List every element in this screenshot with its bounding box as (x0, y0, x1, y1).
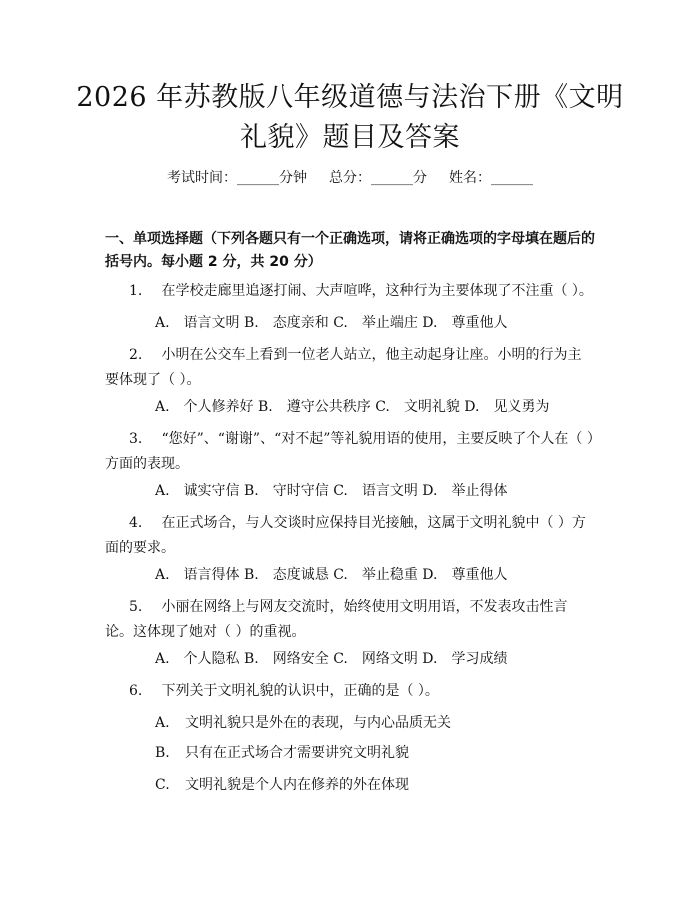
question-text: 在正式场合，与人交谈时应保持目光接触，这属于文明礼貌中（ ）方面的要求。 (105, 515, 586, 556)
option-text: 只有在正式场合才需要讲究文明礼貌 (185, 745, 409, 761)
question-number: 2. (129, 347, 143, 363)
total-score-field: 总分：______分 (329, 170, 427, 186)
question-2 (105, 343, 595, 393)
question-6-option-c (155, 775, 595, 795)
name-field: 姓名：______ (449, 170, 533, 186)
question-text: 小丽在网络上与网友交流时，始终使用文明用语，不发表攻击性言论。这体现了她对（ ）的重视。 (105, 599, 568, 640)
title-line-2: 礼貌》题目及答案 (240, 122, 460, 153)
option-letter: A. (155, 715, 170, 731)
question-1 (105, 279, 595, 304)
question-4 (105, 511, 595, 561)
question-6 (105, 679, 595, 704)
question-5 (105, 595, 595, 645)
exam-time-field: 考试时间：______分钟 (167, 170, 307, 186)
question-number: 4. (129, 515, 143, 531)
question-2-options: A. 个人修养好 B. 遵守公共秩序 C. 文明礼貌 D. 见义勇为 (155, 399, 550, 415)
title-line-1: 2026 年苏教版八年级道德与法治下册《文明 (76, 82, 624, 113)
question-text: 在学校走廊里追逐打闹、大声喧哗，这种行为主要体现了不注重（ ）。 (161, 283, 593, 299)
question-6-option-b (155, 743, 595, 763)
question-number: 1. (129, 283, 143, 299)
question-6-option-a (155, 713, 595, 733)
question-text: 小明在公交车上看到一位老人站立，他主动起身让座。小明的行为主要体现了（ ）。 (105, 347, 582, 388)
option-letter: B. (155, 745, 170, 761)
option-text: 文明礼貌只是外在的表现，与内心品质无关 (185, 715, 451, 731)
question-3-options: A. 诚实守信 B. 守时守信 C. 语言文明 D. 举止得体 (155, 483, 508, 499)
question-1-options: A. 语言文明 B. 态度亲和 C. 举止端庄 D. 尊重他人 (155, 315, 508, 331)
question-number: 6. (129, 683, 143, 699)
question-text: 下列关于文明礼貌的认识中，正确的是（ ）。 (161, 683, 439, 699)
question-3 (105, 427, 595, 477)
section-heading-single-choice: 一、单项选择题（下列各题只有一个正确选项，请将正确选项的字母填在题后的括号内。每小题 2 分，共 20 分） (105, 231, 595, 270)
option-text: 文明礼貌是个人内在修养的外在体现 (185, 777, 409, 793)
question-4-options: A. 语言得体 B. 态度诚恳 C. 举止稳重 D. 尊重他人 (155, 567, 508, 583)
question-5-options: A. 个人隐私 B. 网络安全 C. 网络文明 D. 学习成绩 (155, 651, 508, 667)
question-number: 3. (129, 431, 143, 447)
option-letter: C. (155, 777, 170, 793)
exam-info (0, 168, 700, 188)
document-title (60, 78, 640, 158)
question-number: 5. (129, 599, 143, 615)
question-text: “您好”、“谢谢”、“对不起”等礼貌用语的使用，主要反映了个人在（ ）方面的表现。 (105, 431, 594, 472)
